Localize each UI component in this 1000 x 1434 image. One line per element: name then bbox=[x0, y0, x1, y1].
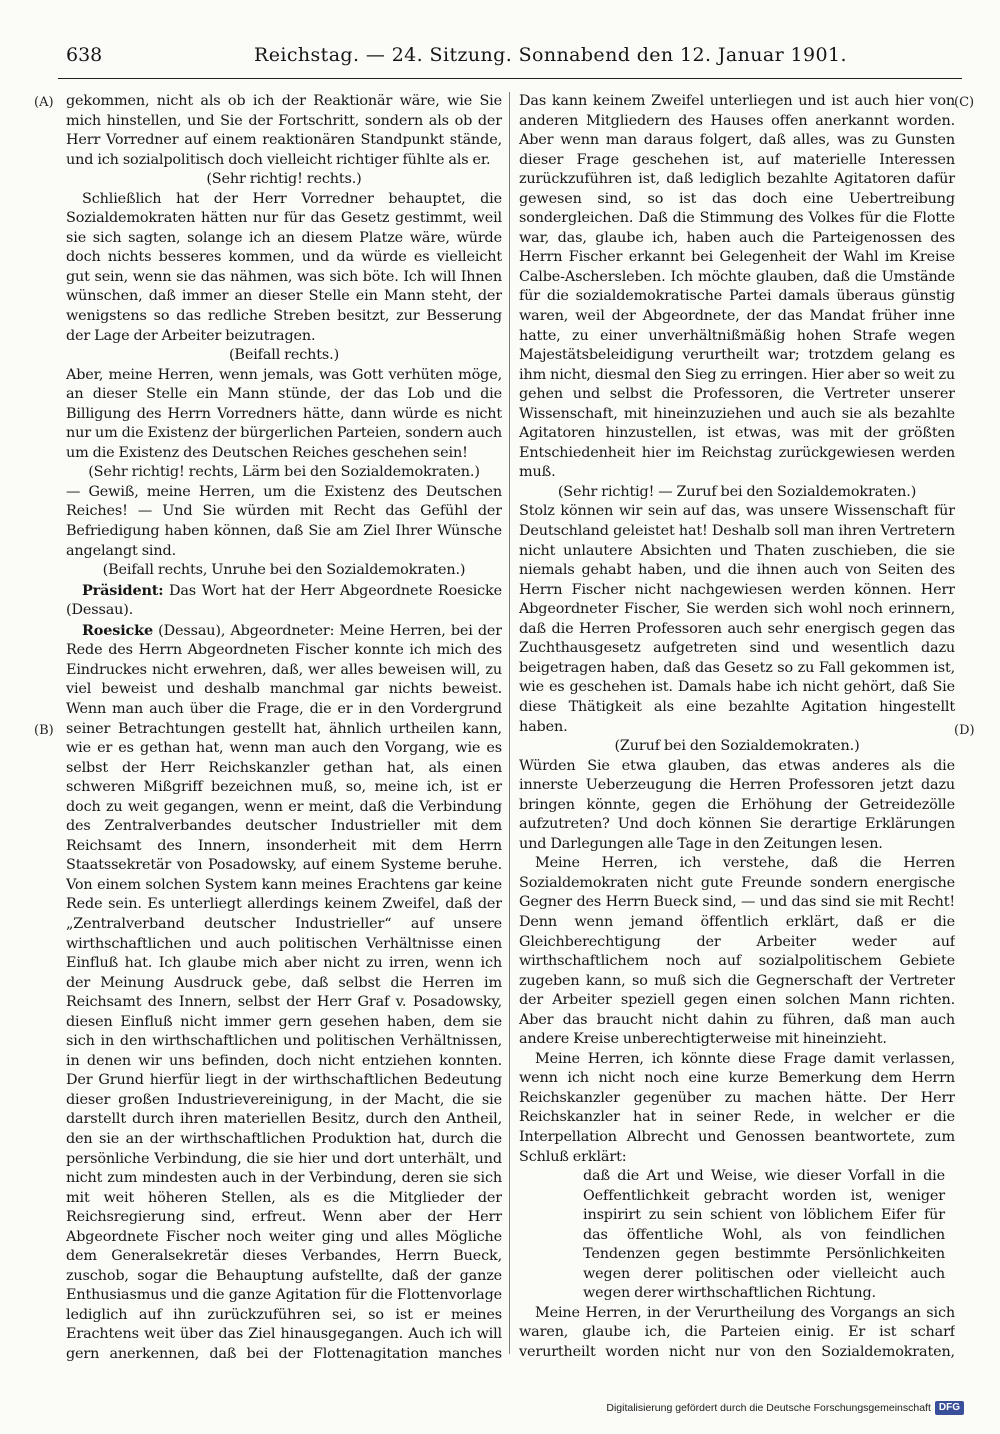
dfg-logo: DFG bbox=[935, 1401, 964, 1415]
speech-paragraph bbox=[66, 581, 502, 621]
paragraph: gekommen, nicht als ob ich der Reaktionär wäre, wie Sie mich hinstellen, und Sie der Fortschritt, sondern als ob der Herr Vorredner auf einem reaktionären Standpunkt stände, und ich sozialpolitisch doch vielleicht richtiger fühlte als er. bbox=[66, 93, 502, 168]
paragraph: Meine Herren, in der Verurtheilung des Vorgangs an sich waren, glaube ich, die Parteien einig. Er ist scharf verurtheilt worden nicht nur von den Sozialdemokraten, bbox=[519, 1304, 955, 1360]
footer-credit: Digitalisierung gefördert durch die Deutsche Forschungsgemeinschaft bbox=[606, 1402, 931, 1414]
running-head: Reichstag. — 24. Sitzung. Sonnabend den 12. Januar 1901. bbox=[254, 44, 847, 66]
paragraph: Meine Herren, ich könnte diese Frage damit verlassen, wenn ich nicht noch eine kurze Bemerkung dem Herrn Reichskanzler gegenüber zu machen hätte. Der Herr Reichskanzler hat in seiner Rede, in welcher er die Interpellation Albrecht und Genossen beantwortete, zum Schluß erklärt: bbox=[519, 1050, 955, 1165]
header-rule bbox=[58, 78, 962, 79]
speech-text: Das Wort hat der Herr Abgeordnete Roesicke (Dessau). bbox=[66, 582, 502, 619]
quotation: daß die Art und Weise, wie dieser Vorfall in die Oeffentlichkeit gebracht worden ist, weniger inspirirt zu sein schient von löblichem Eifer für das öffentliche Wohl, als von feindlichen Tendenzen gegen bestimmte Persönlichkeiten wegen derer politischen oder vielleicht auch wegen derer wirthschaftlichen Richtung. bbox=[583, 1168, 945, 1302]
footer bbox=[606, 1398, 964, 1418]
paragraph: Meine Herren, ich verstehe, daß die Herren Sozialdemokraten nicht gute Freunde sondern energische Gegner des Herrn Bueck sind, — und das sind sie mit Recht! Denn wenn jemand öffentlich erklärt, daß er die Gleichberechtigung der Arbeiter weder auf wirthschaftlichem noch auf sozialpolitischem Gebiete zugeben kann, so muß sich die Gegnerschaft der Vertreter der Arbeiter speziell gegen einen solchen Mann richten. Aber das braucht nicht dahin zu führen, daß man auch andere Kreise unberechtigterweise mit hineinzieht. bbox=[519, 855, 955, 1048]
margin-marker-b: (B) bbox=[34, 723, 54, 738]
paragraph: Würden Sie etwa glauben, das etwas anderes als die innerste Ueberzeugung die Herren Professoren jetzt dazu bringen könnte, gegen die Erhöhung der Getreidezölle aufzutreten? Und doch können Sie derartige Erklärungen und Darlegungen alle Tage in den Zeitungen lesen. bbox=[519, 757, 955, 852]
interjection: (Sehr richtig! rechts, Lärm bei den Sozialdemokraten.) bbox=[88, 464, 480, 481]
paragraph: Schließlich hat der Herr Vorredner behauptet, die Sozialdemokraten hätten nur für das Gesetz gestimmt, weil sie sich sagten, solange ich an diesem Platze wäre, würde doch nichts besseres kommen, und da würde es vielleicht gut sein, wenn sie das nähmen, was sich böte. Ich will Ihnen wünschen, daß immer an dieser Stelle ein Mann steht, der wenigstens so das redliche Streben besitzt, zur Besserung der Lage der Arbeiter beizutragen. bbox=[66, 190, 502, 344]
speech-text: (Dessau), Abgeordneter: Meine Herren, bei der Rede des Herrn Abgeordneten Fischer konnte ich mich des Eindruckes nicht erwehren, daß, wer alles beweisen will, zu viel beweist und deshalb manchmal gar nichts beweist. Wenn man auch über die Frage, die er in den Vordergrund seiner Betrachtungen gestellt hat, ähnlich urtheilen kann, wie er es gethan hat, wenn man auch den Vorgang, wie es selbst der Herr Reichskanzler gethan hat, als einen schweren Mißgriff bezeichnen muß, so, meine ich, ist er doch zu weit gegangen, wenn er meint, daß die Verbindung des Zentralverbandes deutscher Industrieller mit dem Reichsamt des Innern, insonderheit mit dem Herrn Staatssekretär von Posadowsky, auf einem Systeme beruhe. Von einem solchen System kann meines Erachtens gar keine Rede sein. Es unterliegt allerdings keinem Zweifel, daß der „Zentralverband deutscher Industrieller“ auf unsere wirthschaftlichen und auch politischen Verhältnisse einen Einfluß hat. Ich glaube mich aber nicht zu irren, wenn ich der Meinung Ausdruck gebe, daß selbst die Herren im Reichsamt des Innern, selbst der Herr Graf v. Posadowsky, diesen Einfluß nicht immer gern gesehen haben, dem sie sich in den wirthschaftlichen und politischen Verhältnissen, in denen wir uns befinden, doch nicht entziehen konnten. Der Grund hierfür liegt in der wirthschaftlichen Bedeutung dieser großen Industrievereinigung, in der Macht, die sie darstellt durch ihren materiellen Besitz, durch den Antheil, den sie an der wirthschaftlichen Produktion hat, durch die persönliche Verbindung, die sie hier und dort unterhält, und nicht zum mindesten auch in der Verbindung, deren sie sich mit weit höheren Stellen, als es die Mitglieder der Reichsregierung sind, erfreut. Wenn aber der Herr Abgeordnete Fischer noch weiter ging und alles Mögliche dem Generalsekretär dieses Verbandes, Herrn Bueck, zuschob, sogar die Behauptung aufstellte, daß der ganze Enthusiasmus und die ganze Agitation für die Flottenvorlage lediglich auf ihn zurückzuführen sei, so ist er meines Erachtens weit über das Ziel hinausgegangen. Auch ich will gern anerkennen, daß bei der Flottenagitation manches bbox=[66, 622, 502, 1362]
paragraph: Das kann keinem Zweifel unterliegen und ist auch hier von anderen Mitgliedern des Hauses offen anerkannt worden. Aber wenn man daraus folgert, daß alles, was zu Gunsten dieser Frage geschehen ist, auf materielle Interessen zurückzuführen ist, daß lediglich bezahlte Agitatoren dafür gewesen sind, so ist das doch eine Uebertreibung sondergleichen. Daß die Stimmung des Volkes für die Flotte war, das, glaube ich, haben auch die Parteigenossen des Herrn Fischer erkannt bei Gelegenheit der Wahl im Kreise Calbe-Aschersleben. Ich möchte glauben, daß die Umstände für die sozialdemokratische Partei damals überaus günstig waren, weil der Abgeordnete, der das Mandat früher inne hatte, zu einer unverhältnißmäßig hohen Strafe wegen Majestätsbeleidigung verurtheilt war; trotzdem gelang es ihm nicht, diesmal den Sieg zu erringen. Hier aber so weit zu gehen und selbst die Professoren, die Vertreter unserer Wissenschaft, mit hineinzuziehen und auch sie als bezahlte Agitatoren hinzustellen, ist etwas, was mit der größten Entschiedenheit hier im Reichstag zurückgewiesen werden muß. bbox=[519, 93, 955, 481]
margin-marker-a: (A) bbox=[34, 95, 54, 110]
column-divider bbox=[509, 92, 510, 1354]
speaker-name: Präsident: bbox=[82, 581, 164, 599]
paragraph: — Gewiß, meine Herren, um die Existenz des Deutschen Reiches! — Und Sie würden mit Recht das Gefühl der Befriedigung haben können, daß Sie am Ziel Ihrer Wünsche angelangt sind. bbox=[66, 483, 502, 559]
interjection: (Zuruf bei den Sozialdemokraten.) bbox=[614, 738, 860, 755]
interjection: (Sehr richtig! — Zuruf bei den Sozialdemokraten.) bbox=[557, 483, 917, 500]
speech-paragraph bbox=[66, 621, 502, 1362]
interjection: (Beifall rechts, Unruhe bei den Sozialdemokraten.) bbox=[102, 562, 466, 579]
paragraph: Aber, meine Herren, wenn jemals, was Gott verhüten möge, an dieser Stelle ein Mann stünde, der das Lob und die Billigung des Herrn Vorredners hätte, dann würde es nicht nur um die Existenz der bürgerlichen Parteien, sondern auch um die Existenz des Deutschen Reiches geschehen sein! bbox=[66, 366, 502, 461]
margin-marker-c: (C) bbox=[954, 95, 975, 110]
page-header bbox=[58, 44, 962, 70]
paragraph: Stolz können wir sein auf das, was unsere Wissenschaft für Deutschland geleistet hat! Deshalb soll man ihren Vertretern nicht unlautere Absichten und Thaten zuschieben, die sie niemals gehabt haben, und die ihnen auch von Seiten des Herrn Fischer nicht nachgewiesen werden können. Herr Abgeordneter Fischer, Sie werden sich wohl noch erinnern, daß die Herren Professoren auch sehr energisch gegen das Zuchthausgesetz aufgetreten sind und wesentlich dazu beigetragen haben, daß das Gesetz so zu Fall gekommen ist, wie es geschehen ist. Damals habe ich nicht gehört, daß Sie diese Thätigkeit als eine bezahlte Agitation hingestellt haben. bbox=[519, 503, 955, 735]
left-column bbox=[66, 92, 502, 1362]
speaker-name: Roesicke bbox=[82, 621, 153, 639]
interjection: (Beifall rechts.) bbox=[228, 347, 340, 364]
margin-marker-d: (D) bbox=[954, 723, 975, 738]
interjection: (Sehr richtig! rechts.) bbox=[206, 171, 362, 188]
right-column bbox=[519, 92, 955, 1362]
page-number: 638 bbox=[66, 44, 103, 66]
